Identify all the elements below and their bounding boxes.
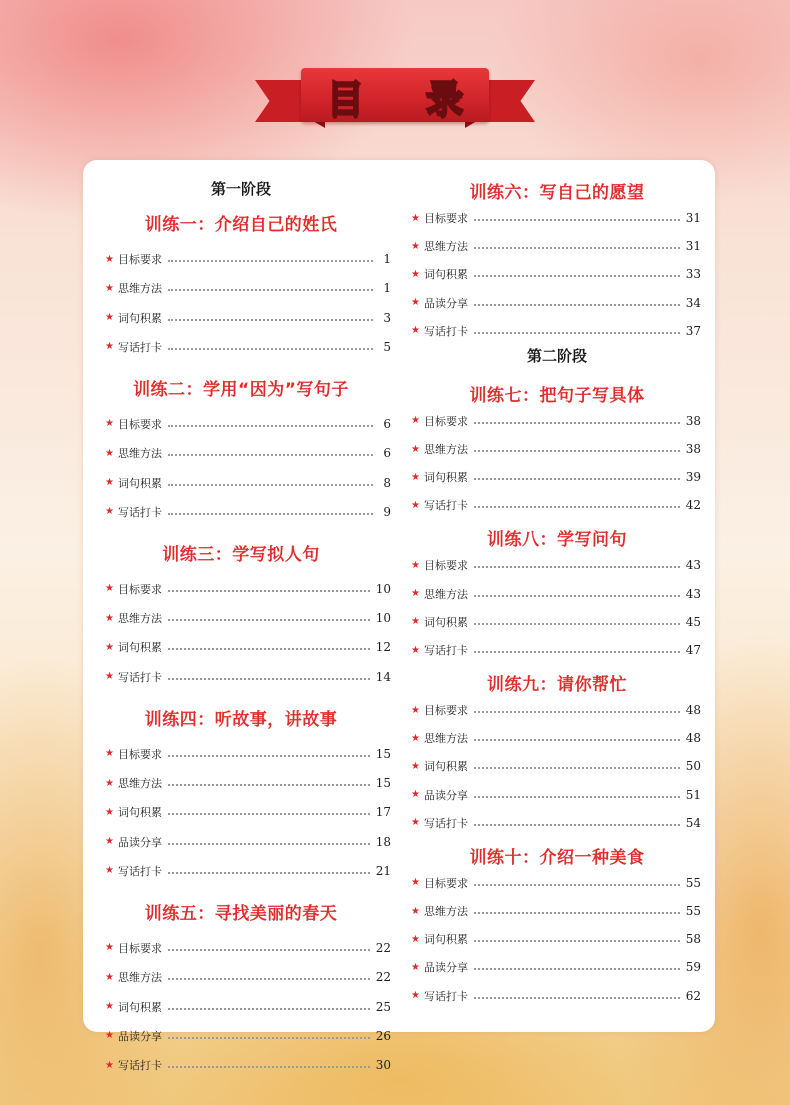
- toc-entry-label: 目标要求: [118, 582, 162, 596]
- dot-leader: [474, 506, 680, 508]
- star-icon: ★: [105, 1059, 114, 1071]
- toc-page-number: 42: [685, 498, 701, 513]
- dot-leader: [474, 824, 680, 826]
- toc-page-number: 10: [375, 581, 391, 596]
- toc-entry[interactable]: [105, 444, 391, 462]
- toc-entry[interactable]: [411, 757, 701, 775]
- star-icon: ★: [105, 447, 114, 459]
- toc-entry[interactable]: [411, 468, 701, 486]
- toc-entry[interactable]: [105, 774, 391, 792]
- toc-page-number: 33: [685, 267, 701, 282]
- toc-entry-label: 思维方法: [118, 777, 162, 790]
- toc-page-number: 31: [685, 211, 701, 225]
- toc-entry[interactable]: [105, 1027, 391, 1045]
- toc-entry-label: 思维方法: [424, 587, 468, 601]
- dot-leader: [168, 978, 370, 980]
- stage-heading: 第一阶段: [210, 180, 271, 198]
- toc-entry-label: 思维方法: [118, 612, 162, 626]
- dot-leader: [474, 912, 680, 914]
- dot-leader: [474, 884, 680, 886]
- star-icon: ★: [411, 644, 420, 656]
- toc-entry-label: 品读分享: [118, 1029, 162, 1043]
- toc-entry-label: 词句积累: [424, 615, 468, 629]
- toc-entry[interactable]: [411, 814, 701, 832]
- toc-entry[interactable]: [411, 786, 701, 804]
- dot-leader: [474, 247, 680, 249]
- lesson-heading[interactable]: 训练七：把句子写具体: [469, 385, 645, 406]
- toc-page-number: 3: [383, 310, 391, 325]
- toc-page-number: 12: [375, 640, 391, 655]
- star-icon: ★: [105, 836, 114, 848]
- star-icon: ★: [411, 877, 420, 889]
- star-icon: ★: [411, 616, 420, 628]
- toc-entry[interactable]: [411, 958, 701, 976]
- toc-entry[interactable]: [105, 415, 391, 433]
- toc-page-number: 55: [685, 875, 701, 890]
- toc-entry-label: 思维方法: [118, 447, 162, 461]
- star-icon: ★: [411, 415, 420, 427]
- dot-leader: [474, 623, 680, 625]
- toc-entry[interactable]: [411, 585, 701, 603]
- toc-entry[interactable]: [411, 322, 701, 340]
- dot-leader: [168, 260, 373, 262]
- star-icon: ★: [105, 865, 114, 877]
- toc-entry-label: 品读分享: [118, 835, 162, 849]
- toc-entry[interactable]: [411, 987, 701, 1005]
- toc-entry-label: 目标要求: [118, 747, 162, 761]
- star-icon: ★: [411, 268, 420, 280]
- toc-entry[interactable]: [411, 237, 701, 255]
- star-icon: ★: [105, 583, 114, 595]
- toc-page-number: 15: [375, 776, 391, 790]
- toc-entry-label: 写话打卡: [424, 324, 468, 338]
- toc-entry-label: 思维方法: [424, 443, 468, 456]
- dot-leader: [474, 997, 680, 999]
- dot-leader: [168, 619, 370, 621]
- toc-entry-label: 目标要求: [424, 414, 468, 428]
- toc-entry[interactable]: [105, 609, 391, 627]
- star-icon: ★: [411, 990, 420, 1002]
- toc-entry[interactable]: [105, 338, 391, 356]
- toc-entry[interactable]: [411, 440, 701, 458]
- star-icon: ★: [411, 789, 420, 801]
- dot-leader: [474, 450, 680, 452]
- star-icon: ★: [105, 612, 114, 624]
- dot-leader: [168, 348, 373, 350]
- star-icon: ★: [105, 341, 114, 353]
- toc-entry[interactable]: [411, 496, 701, 514]
- dot-leader: [168, 784, 370, 786]
- dot-leader: [474, 304, 680, 306]
- toc-entry-label: 写话打卡: [118, 340, 162, 354]
- star-icon: ★: [411, 240, 420, 252]
- toc-entry-label: 思维方法: [424, 905, 468, 918]
- dot-leader: [168, 678, 370, 680]
- toc-page-number: 39: [685, 470, 701, 485]
- toc-entry-label: 词句积累: [424, 268, 468, 282]
- toc-page-number: 1: [383, 252, 391, 266]
- toc-entry-label: 写话打卡: [118, 864, 162, 878]
- dot-leader: [474, 275, 680, 277]
- star-icon: ★: [105, 671, 114, 683]
- dot-leader: [168, 425, 373, 427]
- dot-leader: [168, 1008, 370, 1010]
- toc-page-number: 15: [375, 746, 391, 761]
- dot-leader: [168, 755, 370, 757]
- star-icon: ★: [105, 282, 114, 294]
- toc-page-number: 48: [685, 731, 701, 746]
- star-icon: ★: [411, 325, 420, 337]
- toc-page-number: 34: [685, 295, 701, 310]
- toc-page-number: 48: [685, 703, 701, 717]
- dot-leader: [474, 711, 680, 713]
- toc-page-number: 38: [685, 413, 701, 428]
- page-title: 目 录: [326, 76, 488, 121]
- star-icon: ★: [105, 506, 114, 518]
- lesson-heading[interactable]: 训练八：学写问句: [487, 530, 627, 551]
- lesson-heading[interactable]: 训练三：学写拟人句: [162, 544, 320, 565]
- toc-page-number: 9: [383, 504, 391, 519]
- toc-page-number: 30: [375, 1058, 391, 1073]
- toc-entry-label: 写话打卡: [424, 644, 468, 657]
- dot-leader: [168, 289, 373, 291]
- toc-entry-label: 写话打卡: [424, 816, 468, 830]
- star-icon: ★: [411, 760, 420, 772]
- toc-entry[interactable]: [411, 412, 701, 430]
- toc-entry-label: 词句积累: [118, 641, 162, 655]
- toc-entry-label: 品读分享: [424, 296, 468, 310]
- toc-page-number: 37: [685, 323, 701, 338]
- toc-entry-label: 词句积累: [118, 311, 162, 325]
- star-icon: ★: [411, 297, 420, 309]
- toc-entry-label: 词句积累: [118, 806, 162, 820]
- star-icon: ★: [411, 704, 420, 716]
- toc-entry[interactable]: [411, 701, 701, 719]
- dot-leader: [474, 739, 680, 741]
- star-icon: ★: [105, 312, 114, 324]
- toc-entry-label: 写话打卡: [424, 499, 468, 513]
- toc-page-number: 5: [383, 339, 391, 354]
- star-icon: ★: [105, 777, 114, 789]
- toc-entry[interactable]: [411, 641, 701, 659]
- toc-entry-label: 目标要求: [118, 417, 162, 431]
- toc-entry-label: 目标要求: [424, 212, 468, 225]
- toc-entry-label: 写话打卡: [118, 505, 162, 519]
- star-icon: ★: [105, 641, 114, 653]
- lesson-heading[interactable]: 训练九：请你帮忙: [487, 675, 627, 695]
- star-icon: ★: [411, 817, 420, 829]
- toc-page-number: 51: [685, 787, 701, 802]
- toc-entry-label: 目标要求: [424, 876, 468, 890]
- toc-entry[interactable]: [105, 968, 391, 986]
- star-icon: ★: [411, 732, 420, 744]
- toc-entry-label: 词句积累: [424, 760, 468, 774]
- star-icon: ★: [411, 559, 420, 571]
- toc-page-number: 6: [383, 446, 391, 461]
- star-icon: ★: [105, 1030, 114, 1042]
- toc-entry-label: 品读分享: [424, 788, 468, 802]
- dot-leader: [474, 478, 680, 480]
- toc-entry-label: 词句积累: [118, 476, 162, 490]
- dot-leader: [168, 319, 373, 321]
- dot-leader: [474, 219, 680, 221]
- toc-entry[interactable]: [105, 638, 391, 656]
- toc-page-number: 21: [375, 863, 391, 878]
- toc-entry[interactable]: [105, 503, 391, 521]
- dot-leader: [474, 566, 680, 568]
- toc-entry[interactable]: [105, 474, 391, 492]
- toc-entry[interactable]: [105, 580, 391, 598]
- toc-entry[interactable]: [411, 729, 701, 747]
- toc-entry[interactable]: [105, 745, 391, 763]
- toc-page-number: 31: [685, 239, 701, 254]
- star-icon: ★: [411, 588, 420, 600]
- toc-page-number: 55: [685, 904, 701, 918]
- toc-entry-label: 思维方法: [424, 240, 468, 254]
- toc-card: [83, 160, 715, 1073]
- toc-entry[interactable]: [105, 803, 391, 821]
- dot-leader: [474, 767, 680, 769]
- dot-leader: [168, 484, 373, 486]
- dot-leader: [474, 332, 680, 334]
- toc-entry[interactable]: [411, 902, 701, 920]
- toc-entry-label: 思维方法: [424, 732, 468, 746]
- toc-page-number: 62: [685, 988, 701, 1003]
- dot-leader: [474, 968, 680, 970]
- star-icon: ★: [411, 961, 420, 973]
- star-icon: ★: [105, 1001, 114, 1012]
- dot-leader: [474, 796, 680, 798]
- star-icon: ★: [411, 933, 420, 945]
- toc-page-number: 45: [685, 614, 701, 629]
- dot-leader: [168, 843, 370, 845]
- toc-entry-label: 词句积累: [424, 471, 468, 485]
- toc-entry[interactable]: [105, 862, 391, 880]
- star-icon: ★: [105, 971, 114, 983]
- stage-heading: 第二阶段: [526, 346, 587, 365]
- toc-entry-label: 目标要求: [424, 704, 468, 717]
- star-icon: ★: [411, 212, 420, 224]
- toc-entry-label: 词句积累: [118, 1000, 162, 1014]
- star-icon: ★: [105, 253, 114, 265]
- dot-leader: [474, 595, 680, 597]
- toc-page-number: 38: [685, 442, 701, 456]
- toc-entry[interactable]: [105, 279, 391, 297]
- toc-page-number: 26: [375, 1028, 391, 1043]
- toc-entry-label: 词句积累: [424, 933, 468, 947]
- lesson-heading[interactable]: 训练四：听故事，讲故事: [144, 709, 338, 730]
- star-icon: ★: [411, 471, 420, 483]
- star-icon: ★: [105, 418, 114, 430]
- toc-page-number: 43: [685, 586, 701, 601]
- toc-page-number: 59: [685, 960, 701, 975]
- star-icon: ★: [105, 748, 114, 760]
- toc-page-number: 8: [383, 475, 391, 490]
- toc-entry-label: 品读分享: [424, 961, 468, 975]
- dot-leader: [168, 872, 370, 874]
- toc-entry[interactable]: [105, 939, 391, 957]
- dot-leader: [168, 513, 373, 515]
- toc-entry[interactable]: [105, 1056, 391, 1074]
- dot-leader: [168, 1066, 370, 1068]
- lesson-heading[interactable]: 训练六：写自己的愿望: [469, 183, 645, 203]
- dot-leader: [168, 813, 370, 815]
- toc-entry[interactable]: [105, 668, 391, 686]
- dot-leader: [168, 454, 373, 456]
- toc-entry[interactable]: [411, 265, 701, 283]
- toc-entry[interactable]: [105, 250, 391, 268]
- toc-page-number: 22: [375, 940, 391, 955]
- toc-page-number: 22: [375, 970, 391, 985]
- toc-page-number: 18: [375, 834, 391, 849]
- toc-page-number: 1: [383, 281, 391, 296]
- toc-entry-label: 目标要求: [118, 941, 162, 955]
- toc-entry[interactable]: [411, 874, 701, 892]
- star-icon: ★: [105, 477, 114, 488]
- dot-leader: [168, 590, 370, 592]
- toc-entry-label: 目标要求: [118, 253, 162, 266]
- toc-entry-label: 思维方法: [118, 971, 162, 985]
- toc-entry-label: 思维方法: [118, 282, 162, 296]
- dot-leader: [168, 949, 370, 951]
- title-ribbon: [255, 62, 535, 144]
- star-icon: ★: [411, 499, 420, 511]
- toc-page-number: 58: [685, 932, 701, 947]
- toc-entry-label: 目标要求: [424, 559, 468, 573]
- toc-entry[interactable]: [105, 833, 391, 851]
- toc-entry[interactable]: [411, 294, 701, 312]
- toc-page-number: 47: [685, 643, 701, 657]
- lesson-heading[interactable]: 训练五：寻找美丽的春天: [144, 903, 338, 924]
- toc-page-number: 14: [375, 669, 391, 684]
- toc-page-number: 54: [685, 815, 701, 830]
- toc-entry[interactable]: [411, 613, 701, 631]
- star-icon: ★: [411, 905, 420, 917]
- toc-entry-label: 写话打卡: [118, 670, 162, 684]
- toc-page-number: 50: [685, 759, 701, 774]
- dot-leader: [474, 651, 680, 653]
- toc-entry[interactable]: [411, 556, 701, 574]
- lesson-heading[interactable]: 训练一：介绍自己的姓氏: [144, 215, 338, 235]
- lesson-heading[interactable]: 训练二：学用“因为”写句子: [133, 379, 349, 400]
- dot-leader: [474, 422, 680, 424]
- star-icon: ★: [105, 806, 114, 818]
- dot-leader: [168, 648, 370, 650]
- star-icon: ★: [411, 443, 420, 455]
- star-icon: ★: [105, 942, 114, 954]
- toc-entry-label: 写话打卡: [424, 989, 468, 1003]
- lesson-heading[interactable]: 训练十：介绍一种美食: [469, 847, 645, 868]
- toc-page-number: 25: [375, 999, 391, 1014]
- toc-entry-label: 写话打卡: [118, 1059, 162, 1073]
- toc-entry[interactable]: [411, 209, 701, 227]
- toc-page-number: 43: [685, 558, 701, 573]
- toc-entry[interactable]: [105, 309, 391, 327]
- dot-leader: [168, 1037, 370, 1039]
- toc-page-number: 10: [375, 611, 391, 626]
- toc-page-number: 17: [375, 805, 391, 820]
- toc-entry[interactable]: [411, 930, 701, 948]
- dot-leader: [474, 940, 680, 942]
- toc-page-number: 6: [383, 416, 391, 431]
- toc-entry[interactable]: [105, 998, 391, 1016]
